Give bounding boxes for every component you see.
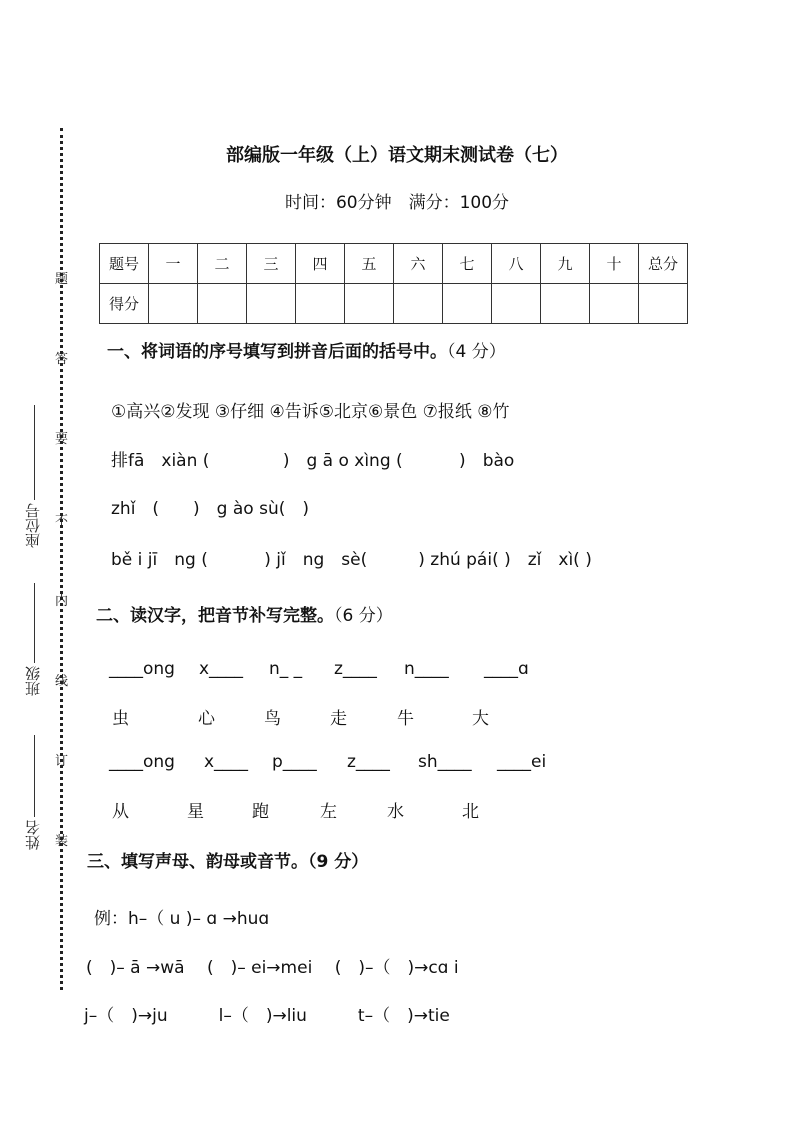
header-cell: 五 xyxy=(345,244,394,284)
section-3-line-2[interactable]: j–（ )→ju l–（ )→liu t–（ )→tie xyxy=(84,1006,450,1026)
header-cell: 八 xyxy=(492,244,541,284)
section-3-example: 例：h–（ u )– ɑ →huɑ xyxy=(94,909,270,929)
header-cell: 三 xyxy=(247,244,296,284)
syllable-blank[interactable]: ____ong xyxy=(109,752,175,772)
syllable-blank[interactable]: sh____ xyxy=(418,752,472,772)
score-table-header-row xyxy=(100,244,688,284)
hanzi-char: 星 xyxy=(187,802,204,822)
section-1-line-1[interactable]: 排fā xiàn ( ) g ā o xìng ( ) bào xyxy=(111,451,515,471)
header-cell: 六 xyxy=(394,244,443,284)
header-cell: 题号 xyxy=(100,244,149,284)
binding-dotted-line xyxy=(60,128,63,990)
hanzi-char: 从 xyxy=(112,802,129,822)
section-1-line-2[interactable]: zhǐ ( ) g ào sù( ) xyxy=(111,499,309,519)
score-cell[interactable] xyxy=(198,284,247,324)
syllable-blank[interactable]: x____ xyxy=(199,659,244,679)
header-cell: 十 xyxy=(590,244,639,284)
header-cell: 九 xyxy=(541,244,590,284)
syllable-blank[interactable]: ____ɑ xyxy=(484,659,529,679)
header-cell: 七 xyxy=(443,244,492,284)
section-1-title: 一、将词语的序号填写到拼音后面的括号中。 xyxy=(107,342,447,362)
hanzi-char: 大 xyxy=(472,709,489,729)
seal-char-7: 订 xyxy=(55,754,69,769)
syllable-blank[interactable]: x____ xyxy=(204,752,249,772)
class-label: 班级 xyxy=(24,666,42,696)
hanzi-char: 左 xyxy=(320,802,337,822)
section-1-word-list: ①高兴②发现 ③仔细 ④告诉⑤北京⑥景色 ⑦报纸 ⑧竹 xyxy=(111,402,510,422)
hanzi-char: 走 xyxy=(330,709,347,729)
header-cell: 四 xyxy=(296,244,345,284)
syllable-blank[interactable]: z____ xyxy=(347,752,390,772)
seal-char-6: 线 xyxy=(55,674,69,689)
score-cell[interactable] xyxy=(247,284,296,324)
section-3-line-1[interactable]: ( )– ā →wā ( )– ei→mei ( )–（ )→cɑ i xyxy=(86,958,459,978)
header-cell: 总分 xyxy=(639,244,688,284)
score-cell[interactable] xyxy=(345,284,394,324)
header-cell: 一 xyxy=(149,244,198,284)
hanzi-char: 虫 xyxy=(112,709,129,729)
score-table xyxy=(99,243,688,324)
hanzi-char: 北 xyxy=(462,802,479,822)
score-cell[interactable] xyxy=(541,284,590,324)
syllable-blank[interactable]: ____ei xyxy=(497,752,547,772)
section-1-points: （4 分） xyxy=(447,342,506,362)
section-1-line-3[interactable]: bě i jī ng ( ) jǐ ng sè( ) zhú pái( ) zǐ xì( ) xyxy=(111,550,592,570)
section-1-heading xyxy=(107,337,506,362)
score-cell[interactable] xyxy=(590,284,639,324)
syllable-blank[interactable]: p____ xyxy=(272,752,317,772)
seal-char-1: 题 xyxy=(55,272,69,287)
seal-char-3: 要 xyxy=(55,432,69,447)
seal-char-5: 内 xyxy=(55,594,69,609)
seal-char-8: 装 xyxy=(55,834,69,849)
score-cell[interactable] xyxy=(639,284,688,324)
hanzi-char: 心 xyxy=(198,709,215,729)
score-cell[interactable] xyxy=(492,284,541,324)
score-row-label: 得分 xyxy=(100,284,149,324)
page-title: 部编版一年级（上）语文期末测试卷（七） xyxy=(226,145,568,166)
score-cell[interactable] xyxy=(443,284,492,324)
hanzi-char: 跑 xyxy=(252,802,269,822)
hanzi-char: 鸟 xyxy=(264,709,281,729)
seat-number-label: 座位号 xyxy=(24,503,42,548)
syllable-blank[interactable]: n_ _ xyxy=(269,659,303,679)
hanzi-char: 水 xyxy=(387,802,404,822)
section-2-title: 二、读汉字，把音节补写完整。 xyxy=(96,606,334,626)
syllable-blank[interactable]: z____ xyxy=(334,659,377,679)
exam-info: 时间：60分钟 满分：100分 xyxy=(284,193,510,213)
section-2-heading xyxy=(96,601,393,626)
section-2-points: （6 分） xyxy=(334,606,393,626)
syllable-blank[interactable]: ____ong xyxy=(109,659,175,679)
syllable-blank[interactable]: n____ xyxy=(404,659,449,679)
score-cell[interactable] xyxy=(296,284,345,324)
name-label: 姓名 xyxy=(24,820,42,850)
score-cell[interactable] xyxy=(394,284,443,324)
header-cell: 二 xyxy=(198,244,247,284)
section-3-heading: 三、填写声母、韵母或音节。（9 分） xyxy=(87,852,369,872)
hanzi-char: 牛 xyxy=(397,709,414,729)
score-table-score-row xyxy=(100,284,688,324)
seal-char-4: 不 xyxy=(55,514,69,529)
score-cell[interactable] xyxy=(149,284,198,324)
seal-char-2: 答 xyxy=(55,352,69,367)
